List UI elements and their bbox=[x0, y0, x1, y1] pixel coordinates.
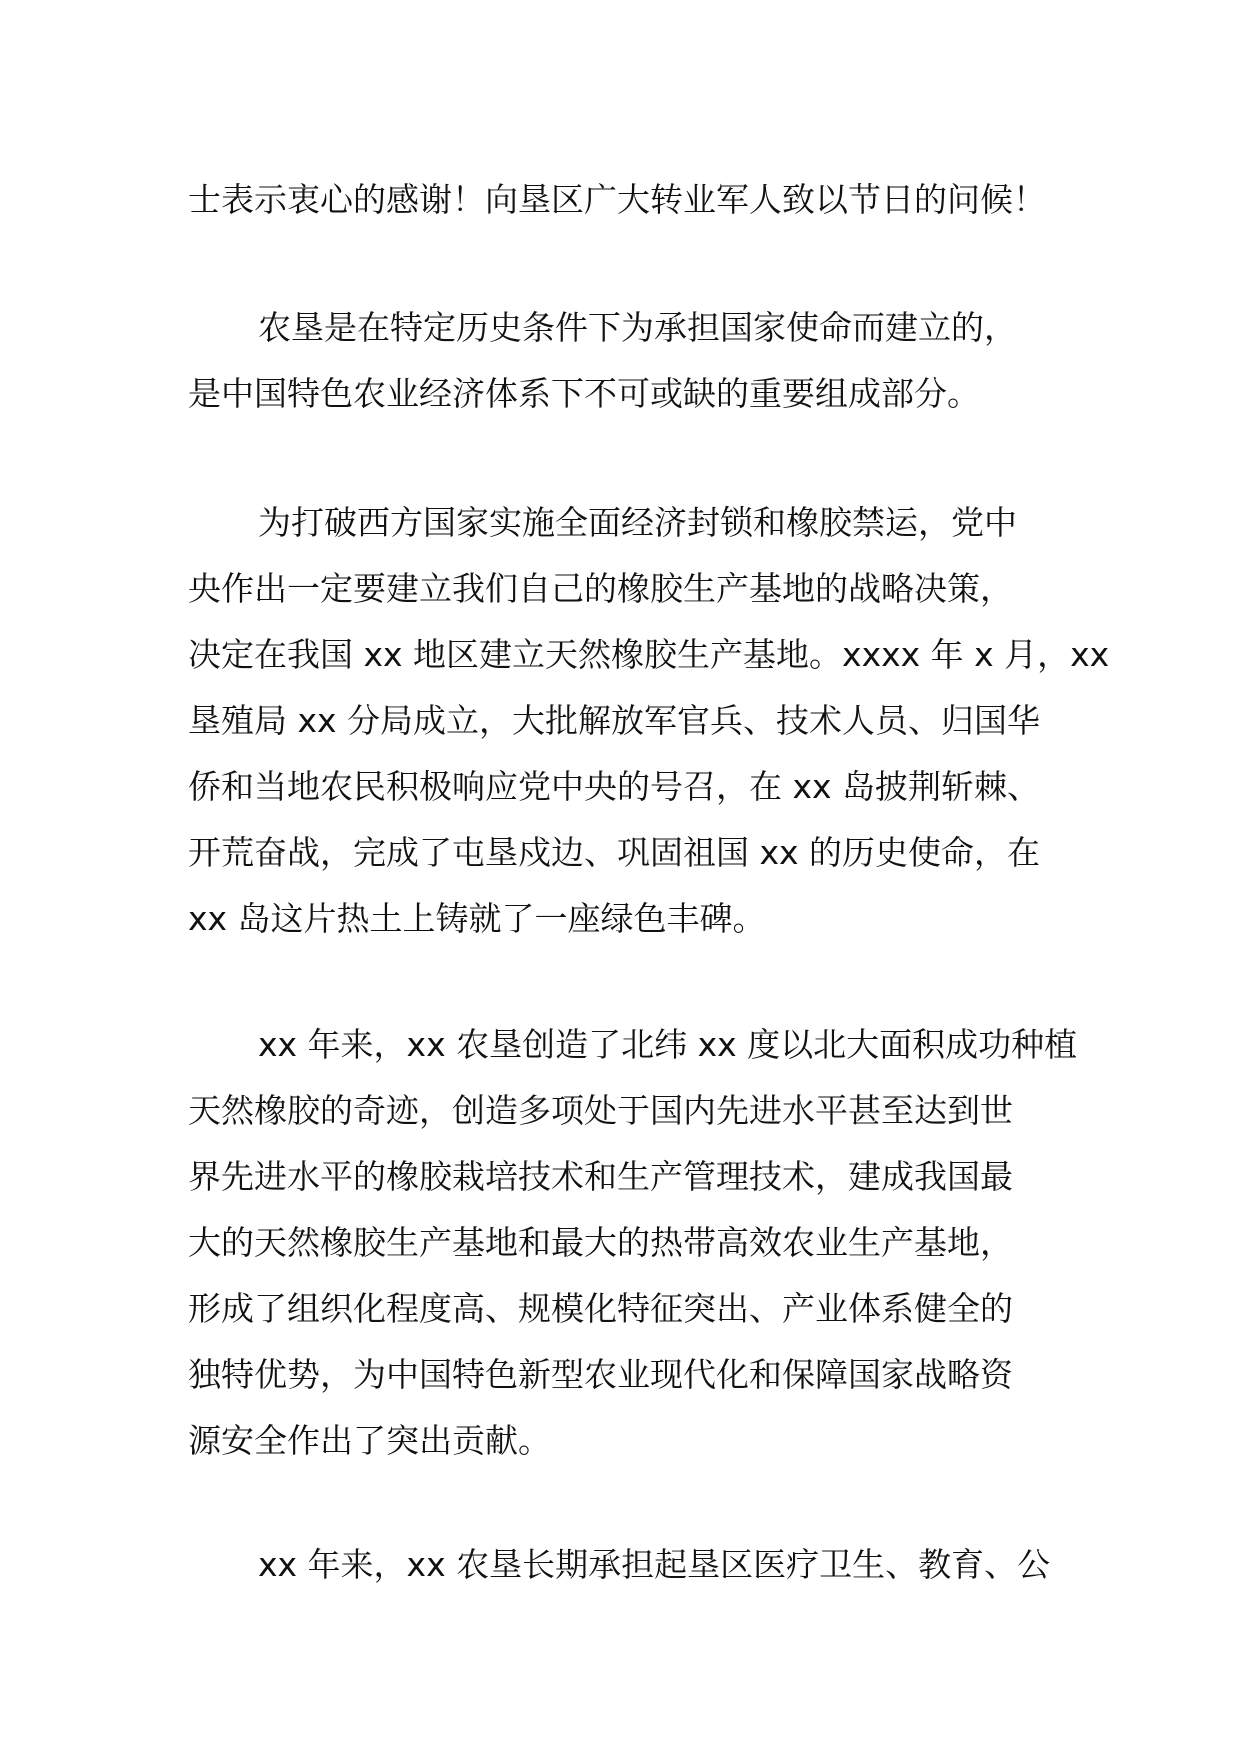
paragraph-greeting bbox=[188, 167, 1068, 233]
paragraph-line: 决定在我国 xx 地区建立天然橡胶生产基地。xxxx 年 x 月，xx bbox=[188, 635, 1110, 674]
paragraph-line: xx 岛这片热土上铸就了一座绿色丰碑。 bbox=[188, 899, 766, 938]
paragraph-line: 是中国特色农业经济体系下不可或缺的重要组成部分。 bbox=[188, 374, 980, 413]
paragraph-history bbox=[188, 490, 1110, 952]
paragraph-line: 大的天然橡胶生产基地和最大的热带高效农业生产基地， bbox=[188, 1223, 1013, 1262]
paragraph-line: 独特优势，为中国特色新型农业现代化和保障国家战略资 bbox=[188, 1355, 1013, 1394]
paragraph-line: 侨和当地农民积极响应党中央的号召，在 xx 岛披荆斩棘、 bbox=[188, 767, 1041, 806]
paragraph-line: 央作出一定要建立我们自己的橡胶生产基地的战略决策， bbox=[188, 569, 1013, 608]
paragraph-line: 源安全作出了突出贡献。 bbox=[188, 1421, 551, 1460]
paragraph-line: 农垦是在特定历史条件下为承担国家使命而建立的， bbox=[258, 308, 1017, 347]
paragraph-responsibilities bbox=[188, 1532, 1068, 1598]
paragraph-line: 士表示衷心的感谢！向垦区广大转业军人致以节日的问候！ bbox=[188, 180, 1046, 219]
paragraph-line: xx 年来，xx 农垦长期承担起垦区医疗卫生、教育、公 bbox=[258, 1545, 1051, 1584]
paragraph-line: 天然橡胶的奇迹，创造多项处于国内先进水平甚至达到世 bbox=[188, 1091, 1013, 1130]
paragraph-nongken-definition bbox=[188, 295, 1068, 427]
paragraph-line: 垦殖局 xx 分局成立，大批解放军官兵、技术人员、归国华 bbox=[188, 701, 1041, 740]
paragraph-line: 开荒奋战，完成了屯垦戍边、巩固祖国 xx 的历史使命，在 bbox=[188, 833, 1041, 872]
paragraph-line: 形成了组织化程度高、规模化特征突出、产业体系健全的 bbox=[188, 1289, 1013, 1328]
paragraph-achievements bbox=[188, 1012, 1078, 1474]
paragraph-line: 为打破西方国家实施全面经济封锁和橡胶禁运，党中 bbox=[258, 503, 1017, 542]
paragraph-line: 界先进水平的橡胶栽培技术和生产管理技术，建成我国最 bbox=[188, 1157, 1013, 1196]
paragraph-line: xx 年来，xx 农垦创造了北纬 xx 度以北大面积成功种植 bbox=[258, 1025, 1078, 1064]
